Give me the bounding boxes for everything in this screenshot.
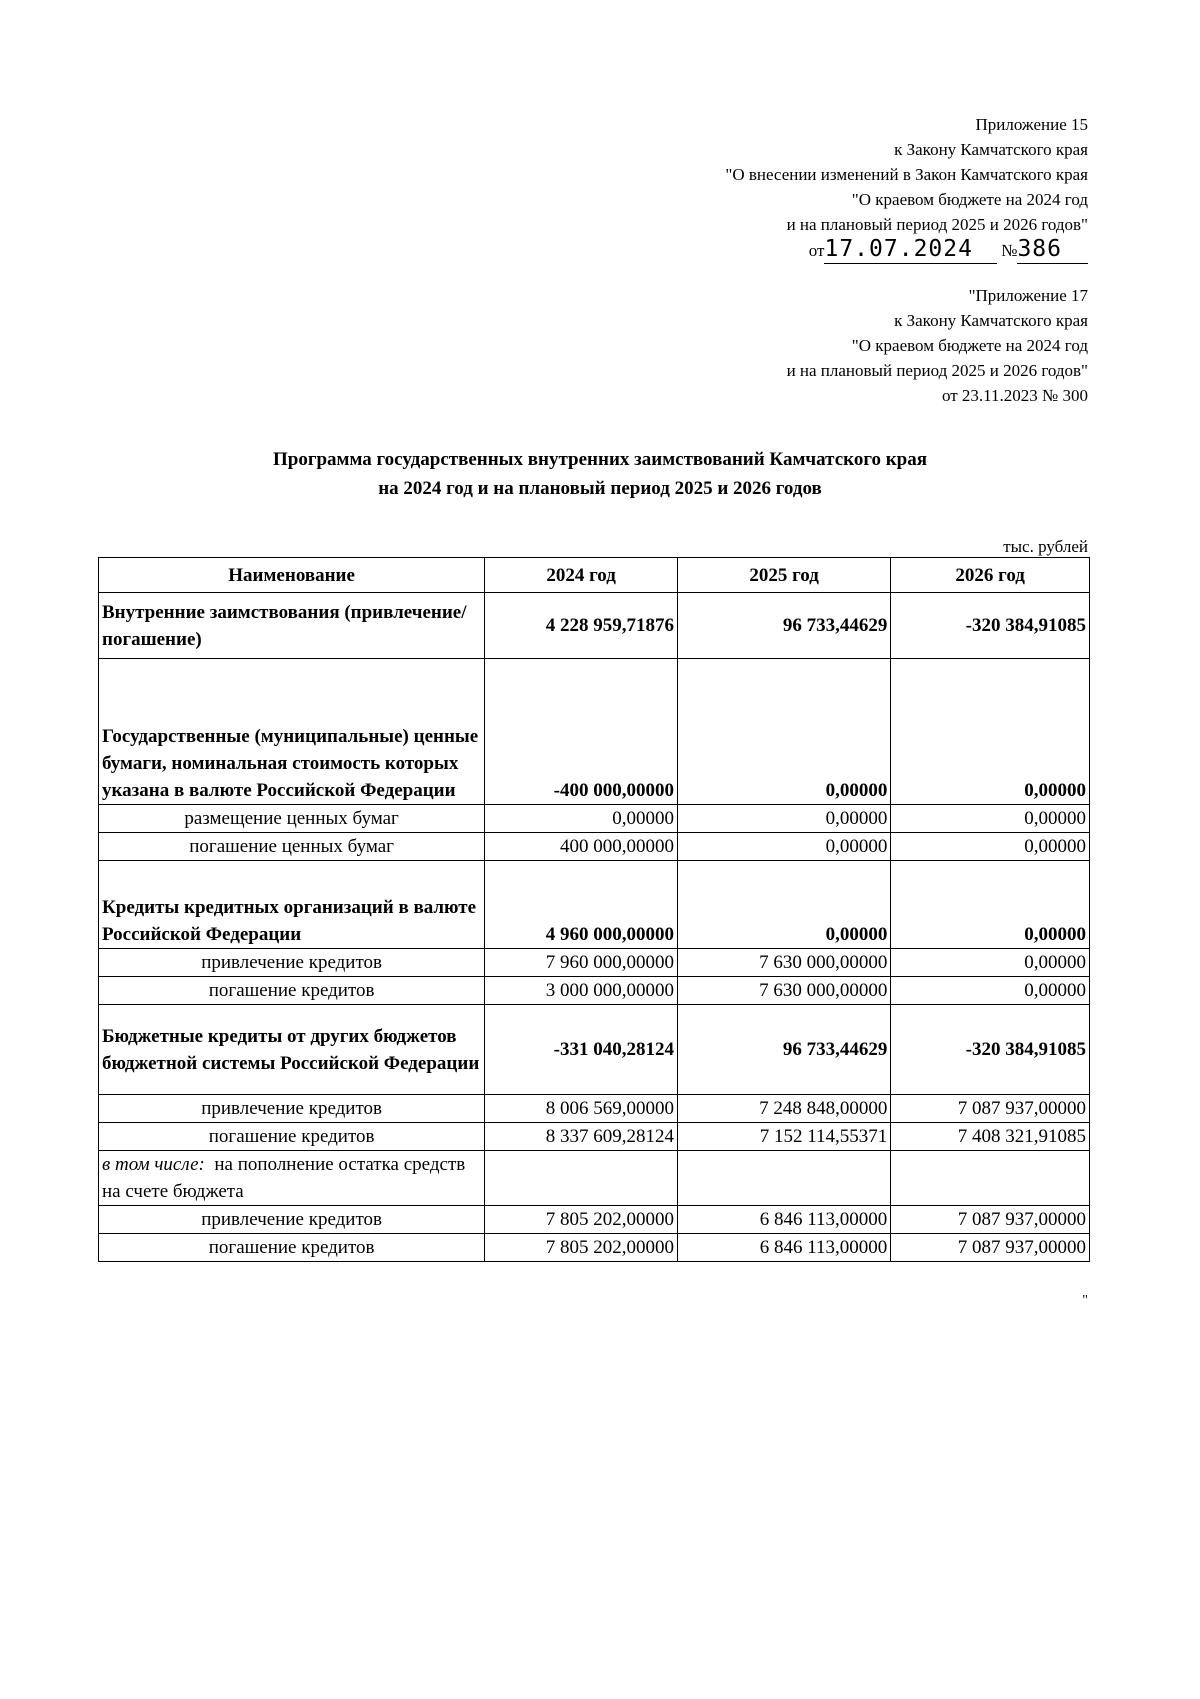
value-2025: 6 846 113,00000 <box>677 1206 890 1234</box>
amendment-date-line <box>725 237 1088 264</box>
value-2026: 0,00000 <box>891 949 1090 977</box>
value-2026: 0,00000 <box>891 805 1090 833</box>
row-name: погашение кредитов <box>99 977 485 1005</box>
value-2024: 0,00000 <box>485 805 678 833</box>
original-header <box>787 283 1088 408</box>
header-line: "О внесении изменений в Закон Камчатского края <box>725 165 1088 184</box>
header-line: от 23.11.2023 № 300 <box>941 386 1088 405</box>
row-name: погашение ценных бумаг <box>99 833 485 861</box>
header-line: "О краевом бюджете на 2024 год <box>851 190 1088 209</box>
title-line-2: на 2024 год и на плановый период 2025 и 2026 годов <box>378 478 822 499</box>
header-line: "О краевом бюджете на 2024 год <box>851 336 1088 355</box>
header-line: и на плановый период 2025 и 2026 годов" <box>786 215 1088 234</box>
value-2025: 7 630 000,00000 <box>677 949 890 977</box>
col-header-2025: 2025 год <box>677 558 890 593</box>
handwritten-date: 17.07.2024 <box>824 236 973 262</box>
row-name: погашение кредитов <box>99 1123 485 1151</box>
value-2025: 7 248 848,00000 <box>677 1095 890 1123</box>
table-row <box>99 833 1090 861</box>
value-2026: 0,00000 <box>891 977 1090 1005</box>
value-2024: 7 960 000,00000 <box>485 949 678 977</box>
table-row <box>99 977 1090 1005</box>
value-2026: 7 087 937,00000 <box>891 1234 1090 1262</box>
row-name-text: на пополнение остатка средств на счете бюджета <box>102 1154 466 1202</box>
table-row <box>99 805 1090 833</box>
value-2026: 7 087 937,00000 <box>891 1206 1090 1234</box>
value-2024: 7 805 202,00000 <box>485 1206 678 1234</box>
value-2025: 0,00000 <box>677 659 890 805</box>
row-name: Государственные (муниципальные) ценные бумаги, номинальная стоимость которых указана в валюте Российской Федерации <box>99 659 485 805</box>
header-line: "Приложение 17 <box>968 286 1088 305</box>
value-2026: 0,00000 <box>891 833 1090 861</box>
table-row <box>99 949 1090 977</box>
table-row <box>99 1234 1090 1262</box>
value-2024: 400 000,00000 <box>485 833 678 861</box>
row-name <box>99 1151 485 1206</box>
table-row <box>99 593 1090 659</box>
date-prefix: от <box>808 241 825 260</box>
value-2026: 0,00000 <box>891 659 1090 805</box>
value-2024: 8 006 569,00000 <box>485 1095 678 1123</box>
value-2025: 0,00000 <box>677 833 890 861</box>
row-name: Внутренние заимствования (привлечение/погашение) <box>99 593 485 659</box>
col-header-2026: 2026 год <box>891 558 1090 593</box>
table-row <box>99 1206 1090 1234</box>
header-line: к Закону Камчатского края <box>894 311 1088 330</box>
row-name-italic-prefix: в том числе: <box>102 1154 205 1175</box>
value-2025: 6 846 113,00000 <box>677 1234 890 1262</box>
value-2024: 3 000 000,00000 <box>485 977 678 1005</box>
value-2024: 4 960 000,00000 <box>485 861 678 949</box>
value-2026 <box>891 1151 1090 1206</box>
row-name: привлечение кредитов <box>99 949 485 977</box>
unit-label: тыс. рублей <box>1003 537 1088 556</box>
value-2026: 7 087 937,00000 <box>891 1095 1090 1123</box>
col-header-name: Наименование <box>99 558 485 593</box>
col-header-2024: 2024 год <box>485 558 678 593</box>
header-line: и на плановый период 2025 и 2026 годов" <box>786 361 1088 380</box>
value-2026: 0,00000 <box>891 861 1090 949</box>
table-row <box>99 659 1090 805</box>
row-name: привлечение кредитов <box>99 1095 485 1123</box>
value-2026: -320 384,91085 <box>891 1005 1090 1095</box>
document-title <box>100 445 1100 503</box>
value-2025: 96 733,44629 <box>677 593 890 659</box>
header-line: к Закону Камчатского края <box>894 140 1088 159</box>
row-name: Бюджетные кредиты от других бюджетов бюджетной системы Российской Федерации <box>99 1005 485 1095</box>
value-2025: 7 152 114,55371 <box>677 1123 890 1151</box>
table-row <box>99 1123 1090 1151</box>
value-2024 <box>485 1151 678 1206</box>
table-header-row <box>99 558 1090 593</box>
row-name: привлечение кредитов <box>99 1206 485 1234</box>
value-2025: 0,00000 <box>677 861 890 949</box>
number-prefix: № <box>1001 241 1018 260</box>
table-row <box>99 1151 1090 1206</box>
table-row <box>99 1095 1090 1123</box>
value-2025: 7 630 000,00000 <box>677 977 890 1005</box>
value-2025 <box>677 1151 890 1206</box>
table-row <box>99 861 1090 949</box>
value-2025: 0,00000 <box>677 805 890 833</box>
value-2026: 7 408 321,91085 <box>891 1123 1090 1151</box>
table-row <box>99 1005 1090 1095</box>
value-2025: 96 733,44629 <box>677 1005 890 1095</box>
value-2024: -400 000,00000 <box>485 659 678 805</box>
row-name: погашение кредитов <box>99 1234 485 1262</box>
value-2024: 8 337 609,28124 <box>485 1123 678 1151</box>
title-line-1: Программа государственных внутренних заимствований Камчатского края <box>272 449 928 470</box>
value-2024: 4 228 959,71876 <box>485 593 678 659</box>
row-name: размещение ценных бумаг <box>99 805 485 833</box>
value-2024: 7 805 202,00000 <box>485 1234 678 1262</box>
row-name: Кредиты кредитных организаций в валюте Российской Федерации <box>99 861 485 949</box>
closing-quote-mark: " <box>1082 1293 1088 1308</box>
borrowing-table <box>98 557 1090 1262</box>
value-2026: -320 384,91085 <box>891 593 1090 659</box>
header-line: Приложение 15 <box>975 115 1088 134</box>
handwritten-number: 386 <box>1017 236 1062 262</box>
amendment-header <box>725 112 1088 264</box>
value-2024: -331 040,28124 <box>485 1005 678 1095</box>
